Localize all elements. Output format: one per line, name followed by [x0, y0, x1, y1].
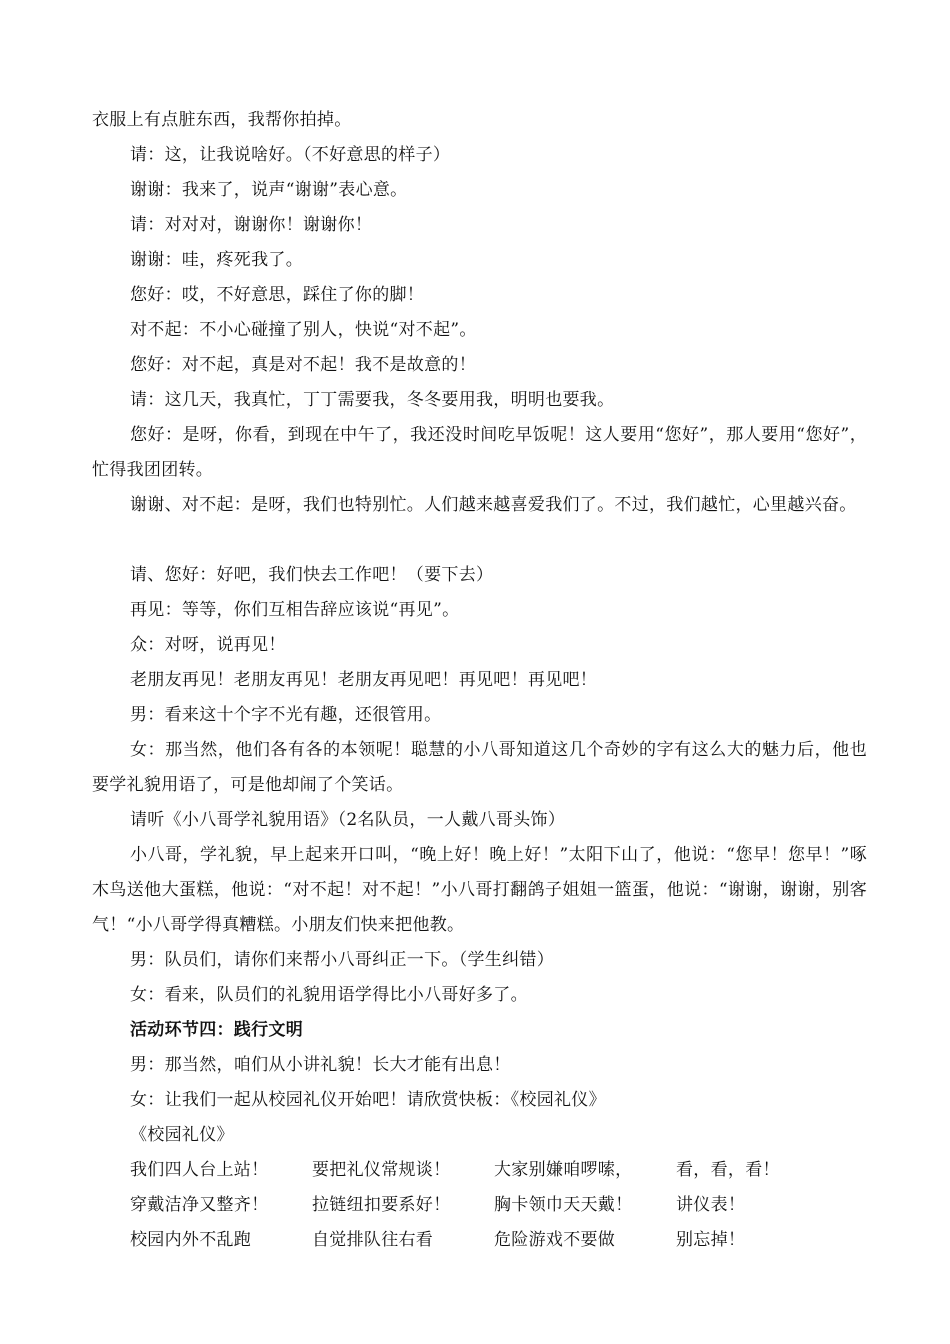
rhyme-cell: 胸卡领巾天天戴！ — [494, 1195, 633, 1215]
dialogue-line: 女：那当然，他们各有各的本领呢！聪慧的小八哥知道这几个奇妙的字有这么大的魅力后，他也要学礼貌用语了，可是他却闹了个笑话。 — [92, 740, 867, 795]
rhyme-cell: 自觉排队往右看 — [312, 1230, 434, 1250]
rhyme-cell: 别忘掉！ — [676, 1230, 746, 1250]
rhyme-cell: 危险游戏不要做 — [494, 1230, 616, 1250]
dialogue-line: 老朋友再见！老朋友再见！老朋友再见吧！再见吧！再见吧！ — [130, 670, 598, 690]
dialogue-line: 男：队员们，请你们来帮小八哥纠正一下。（学生纠错） — [130, 950, 554, 970]
rhyme-cell: 讲仪表！ — [676, 1195, 746, 1215]
dialogue-line: 男：那当然，咱们从小讲礼貌！长大才能有出息！ — [130, 1055, 511, 1075]
dialogue-line: 请：这几天，我真忙，丁丁需要我，冬冬要用我，明明也要我。 — [130, 390, 615, 410]
rhyme-grid-row — [130, 1223, 850, 1258]
paragraph-continuation: 衣服上有点脏东西，我帮你拍掉。 — [92, 110, 352, 130]
dialogue-line: 请听《小八哥学礼貌用语》（2名队员，一人戴八哥头饰） — [130, 810, 566, 830]
rhyme-cell: 大家别嫌咱啰嗦， — [494, 1160, 633, 1180]
dialogue-line: 您好：哎，不好意思，踩住了你的脚！ — [130, 285, 425, 305]
dialogue-line: 谢谢：哇，疼死我了。 — [130, 250, 303, 270]
dialogue-line: 女：看来，队员们的礼貌用语学得比小八哥好多了。 — [130, 985, 528, 1005]
rhyme-cell: 看，看，看！ — [676, 1160, 780, 1180]
dialogue-line: 您好：对不起，真是对不起！我不是故意的！ — [130, 355, 476, 375]
dialogue-line: 请：这，让我说啥好。（不好意思的样子） — [130, 145, 451, 165]
dialogue-line: 对不起：不小心碰撞了别人，快说“对不起”。 — [130, 320, 477, 340]
rhyme-cell: 穿戴洁净又整齐！ — [130, 1195, 269, 1215]
rhyme-cell: 我们四人台上站！ — [130, 1160, 269, 1180]
dialogue-line: 女：让我们一起从校园礼仪开始吧！请欣赏快板：《校园礼仪》 — [130, 1090, 606, 1110]
dialogue-line: 众：对呀，说再见！ — [130, 635, 286, 655]
rhyme-title: 《校园礼仪》 — [130, 1125, 234, 1145]
dialogue-line: 请、您好：好吧，我们快去工作吧！（要下去） — [130, 565, 494, 585]
section-heading: 活动环节四：践行文明 — [130, 1020, 303, 1040]
dialogue-line: 男：看来这十个字不光有趣，还很管用。 — [130, 705, 442, 725]
rhyme-paragraph: 小八哥，学礼貌，早上起来开口叫，“晚上好！晚上好！”太阳下山了，他说：“您早！您早！”啄木鸟送他大蛋糕，他说：“对不起！对不起！”小八哥打翻鸽子姐姐一篮蛋，他说：“谢谢，谢谢，别客气！“小八哥学得真糟糕。小朋友们快来把他教。 — [92, 845, 867, 935]
rhyme-grid-row — [130, 1153, 850, 1188]
rhyme-grid-row — [130, 1188, 850, 1223]
dialogue-line: 请：对对对，谢谢你！谢谢你！ — [130, 215, 373, 235]
dialogue-line: 您好：是呀，你看，到现在中午了，我还没时间吃早饭呢！这人要用“您好”，那人要用“您好”，忙得我团团转。 — [92, 425, 867, 480]
rhyme-cell: 校园内外不乱跑 — [130, 1230, 252, 1250]
dialogue-line: 谢谢：我来了，说声“谢谢”表心意。 — [130, 180, 408, 200]
dialogue-line: 再见：等等，你们互相告辞应该说“再见”。 — [130, 600, 460, 620]
rhyme-cell: 拉链纽扣要系好！ — [312, 1195, 451, 1215]
dialogue-line: 谢谢、对不起：是呀，我们也特别忙。人们越来越喜爱我们了。不过，我们越忙，心里越兴奋。 — [130, 495, 857, 515]
rhyme-cell: 要把礼仪常规谈！ — [312, 1160, 451, 1180]
